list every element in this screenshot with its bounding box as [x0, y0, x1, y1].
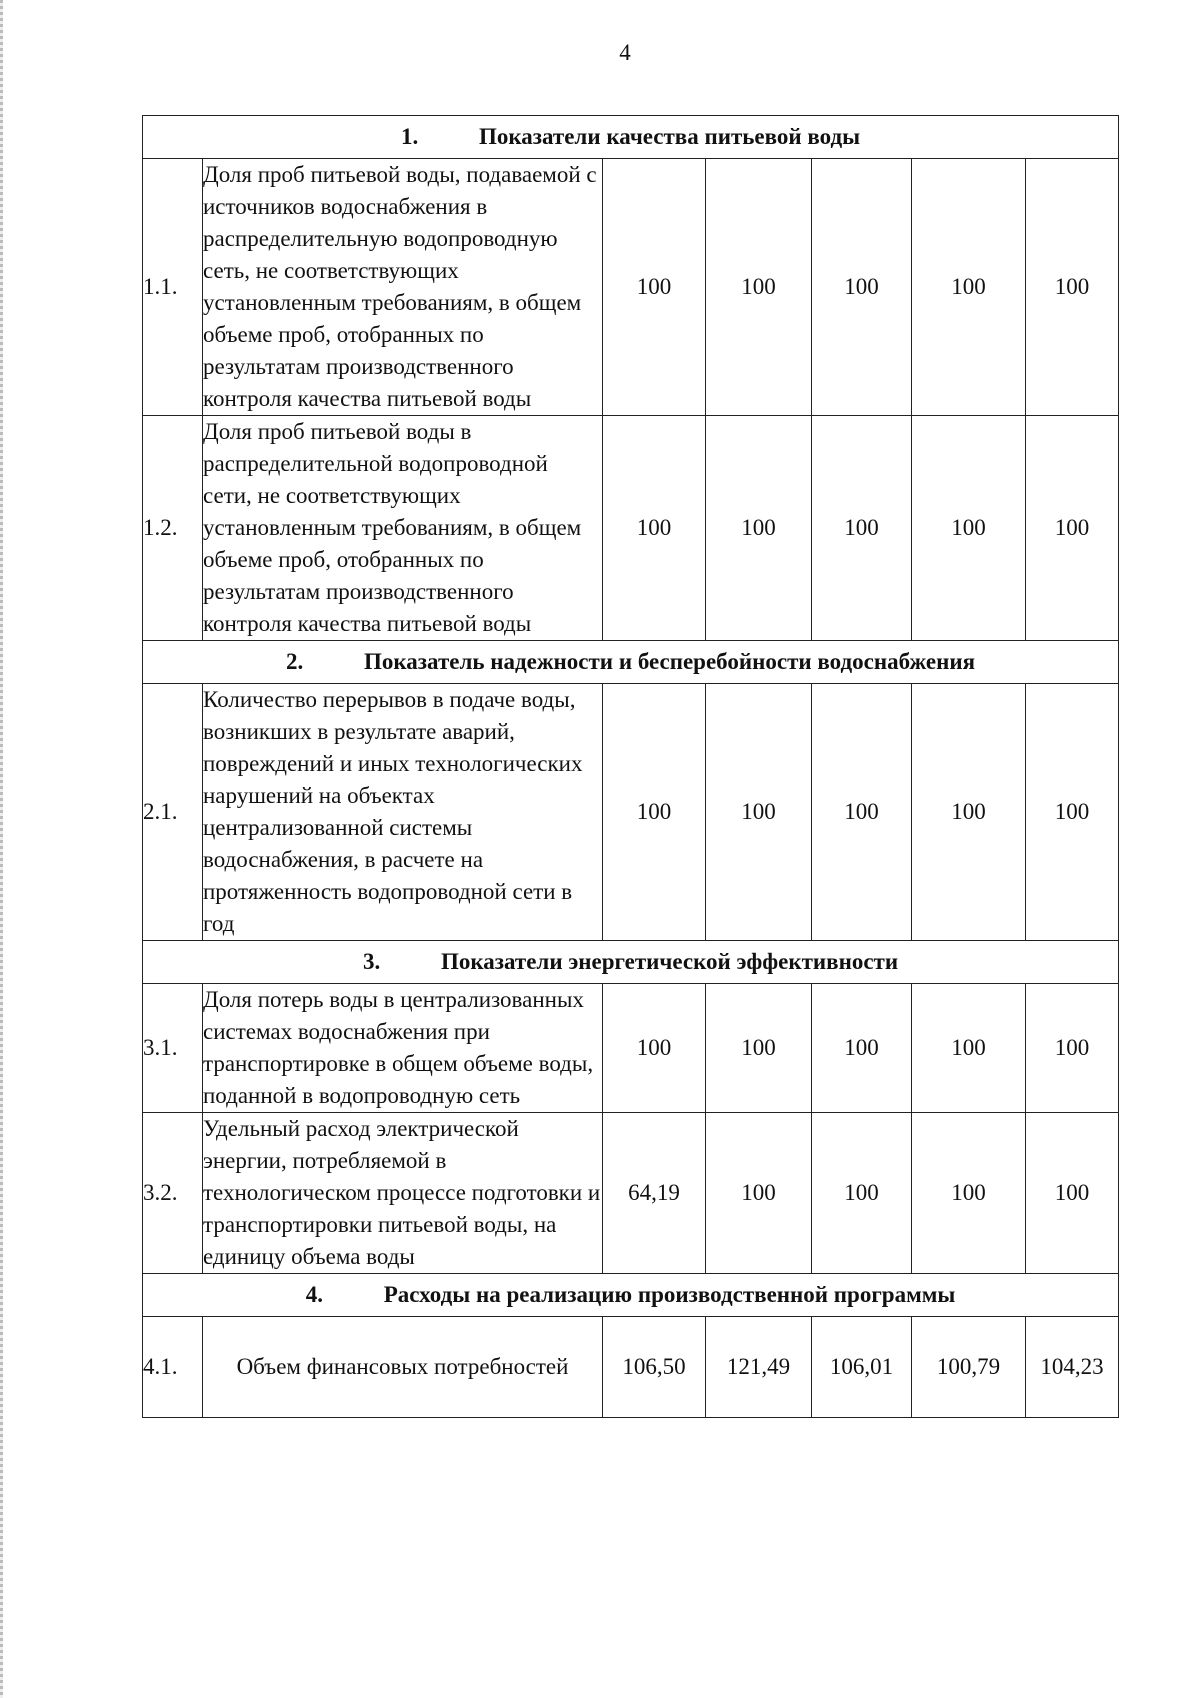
row-number: 3.1. [143, 984, 203, 1113]
value-cell: 100 [912, 684, 1026, 941]
value-cell: 100 [706, 984, 812, 1113]
row-description: Количество перерывов в подаче воды, возникших в результате аварий, повреждений и иных технологических нарушений на объектах централизованной системы водоснабжения, в расчете на протяженность водопроводной сети в год [203, 684, 603, 941]
value-cell: 100,79 [912, 1317, 1026, 1418]
section-title-cell [143, 941, 1119, 984]
value-cell: 100 [812, 984, 912, 1113]
value-cell: 100 [603, 416, 706, 641]
section-header [143, 641, 1119, 684]
value-cell: 100 [1026, 159, 1119, 416]
row-description: Объем финансовых потребностей [203, 1317, 603, 1418]
value-cell: 100 [603, 984, 706, 1113]
value-cell: 104,23 [1026, 1317, 1119, 1418]
table-row [143, 984, 1119, 1113]
row-number: 4.1. [143, 1317, 203, 1418]
scan-edge [0, 0, 3, 1698]
row-number: 2.1. [143, 684, 203, 941]
row-number: 3.2. [143, 1113, 203, 1274]
value-cell: 100 [1026, 984, 1119, 1113]
value-cell: 100 [912, 1113, 1026, 1274]
value-cell: 100 [1026, 1113, 1119, 1274]
row-description: Удельный расход электрической энергии, потребляемой в технологическом процессе подготовки и транспортировки питьевой воды, на единицу объема воды [203, 1113, 603, 1274]
value-cell: 100 [706, 416, 812, 641]
value-cell: 64,19 [603, 1113, 706, 1274]
row-description: Доля потерь воды в централизованных системах водоснабжения при транспортировке в общем объеме воды, поданной в водопроводную сеть [203, 984, 603, 1113]
value-cell: 100 [812, 684, 912, 941]
section-title: Показатель надежности и бесперебойности водоснабжения [364, 649, 976, 674]
section-number: 1. [400, 124, 419, 149]
section-title-cell [143, 116, 1119, 159]
section-title: Показатели качества питьевой воды [478, 124, 861, 149]
row-description: Доля проб питьевой воды, подаваемой с источников водоснабжения в распределительную водопроводную сеть, не соответствующих установленным требованиям, в общем объеме проб, отобранных по результатам производственного контроля качества питьевой воды [203, 159, 603, 416]
value-cell: 100 [912, 984, 1026, 1113]
value-cell: 100 [812, 1113, 912, 1274]
section-number: 3. [362, 949, 381, 974]
section-title: Показатели энергетической эффективности [440, 949, 899, 974]
value-cell: 100 [1026, 684, 1119, 941]
value-cell: 100 [603, 159, 706, 416]
table-row [143, 1317, 1119, 1418]
value-cell: 100 [706, 684, 812, 941]
value-cell: 100 [1026, 416, 1119, 641]
value-cell: 100 [706, 1113, 812, 1274]
indicators-table [142, 115, 1119, 1418]
row-description: Доля проб питьевой воды в распределительной водопроводной сети, не соответствующих установленным требованиям, в общем объеме проб, отобранных по результатам производственного контроля качества питьевой воды [203, 416, 603, 641]
section-header [143, 116, 1119, 159]
value-cell: 100 [603, 684, 706, 941]
section-title: Расходы на реализацию производственной программы [383, 1282, 956, 1307]
table-row [143, 1113, 1119, 1274]
section-number: 2. [286, 649, 304, 674]
section-title-cell [143, 1274, 1119, 1317]
value-cell: 106,01 [812, 1317, 912, 1418]
value-cell: 100 [912, 416, 1026, 641]
table-row [143, 416, 1119, 641]
value-cell: 100 [812, 416, 912, 641]
row-number: 1.2. [143, 416, 203, 641]
section-header [143, 941, 1119, 984]
value-cell: 106,50 [603, 1317, 706, 1418]
value-cell: 100 [706, 159, 812, 416]
row-number: 1.1. [143, 159, 203, 416]
section-title-cell [143, 641, 1119, 684]
value-cell: 100 [912, 159, 1026, 416]
value-cell: 100 [812, 159, 912, 416]
section-number: 4. [305, 1282, 323, 1307]
value-cell: 121,49 [706, 1317, 812, 1418]
section-header [143, 1274, 1119, 1317]
table-row [143, 159, 1119, 416]
table-row [143, 684, 1119, 941]
page-number: 4 [619, 40, 631, 65]
